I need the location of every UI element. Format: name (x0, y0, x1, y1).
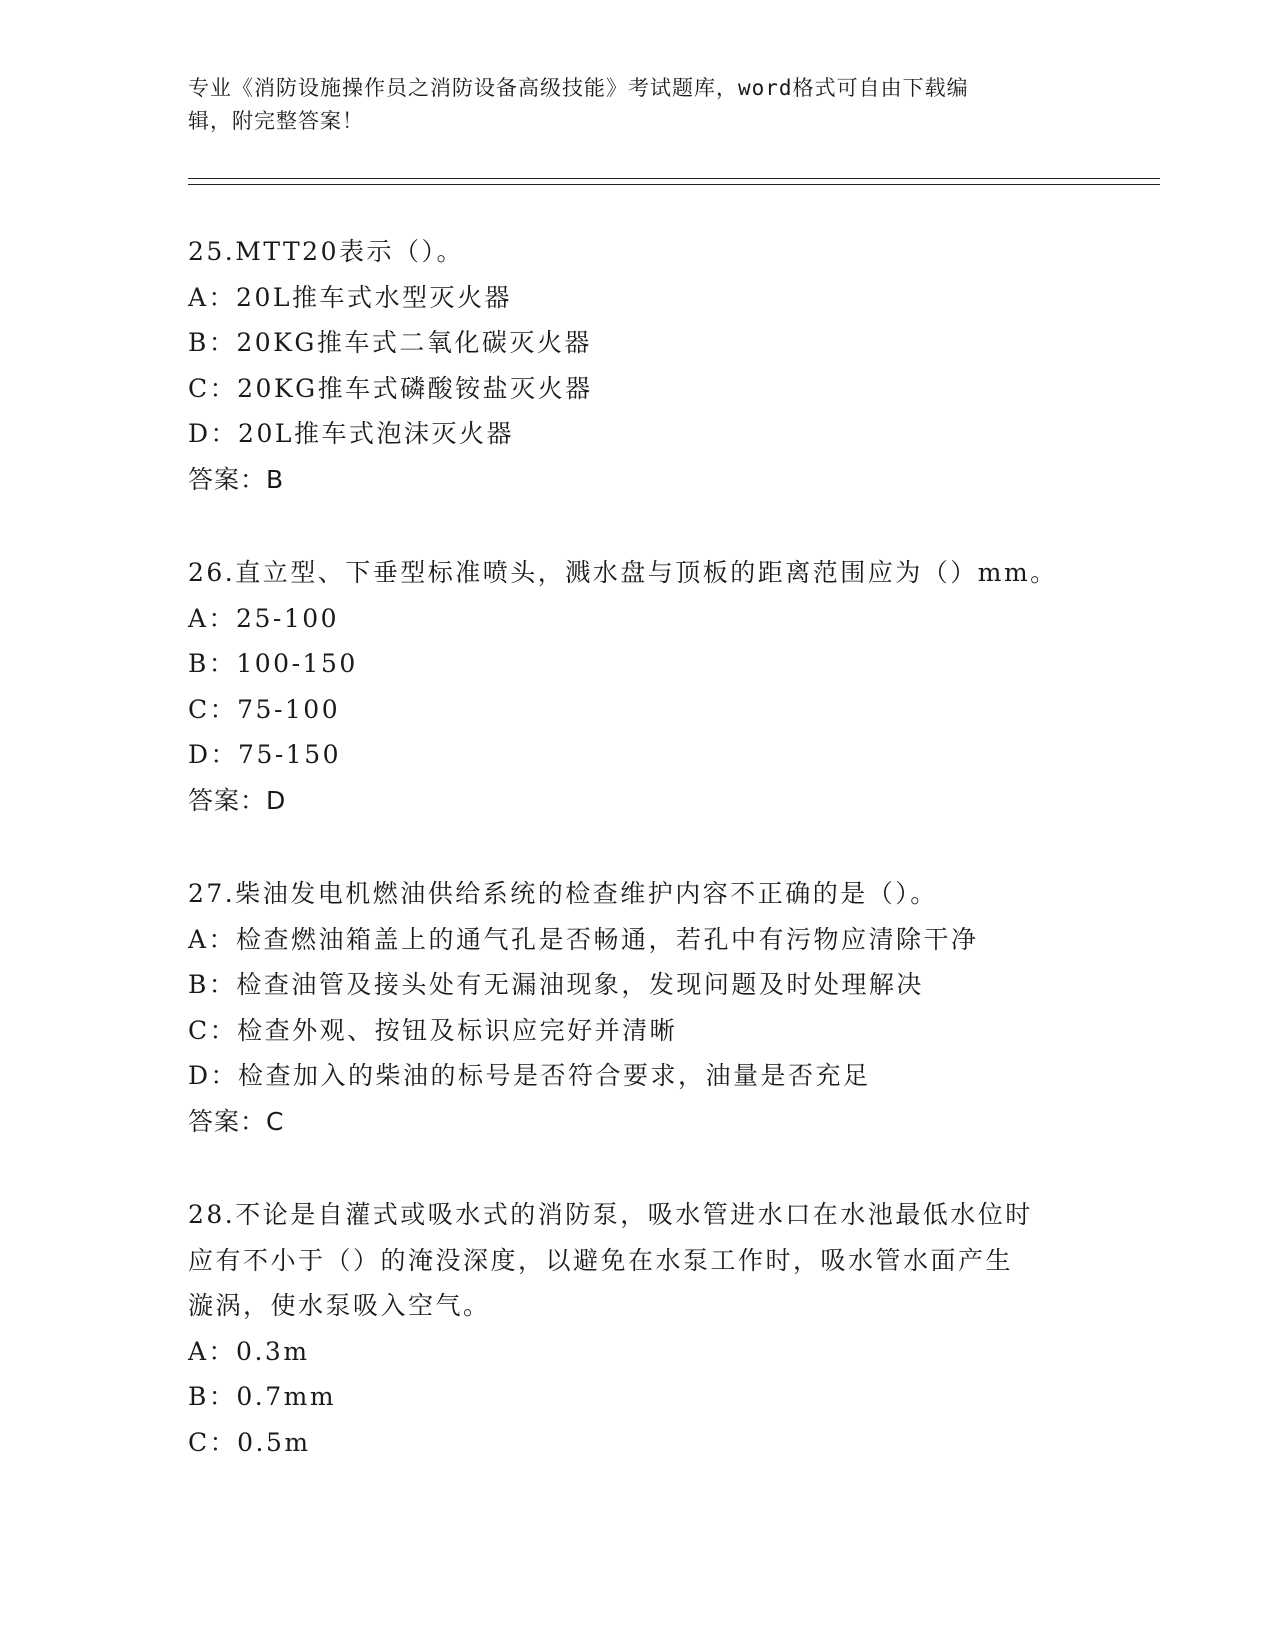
answer: 答案：B (188, 464, 285, 494)
answer: 答案：C (188, 1106, 285, 1136)
question-25 (188, 229, 1088, 502)
option-c: C：检查外观、按钮及标识应完好并清晰 (188, 1015, 678, 1045)
document-header (188, 72, 1088, 138)
option-b: B：检查油管及接头处有无漏油现象，发现问题及时处理解决 (188, 970, 924, 999)
question-stem: 27.柴油发电机燃油供给系统的检查维护内容不正确的是（）。 (188, 879, 938, 908)
option-a: A：检查燃油箱盖上的通气孔是否畅通，若孔中有污物应清除干净 (188, 924, 979, 954)
option-d: D：75-150 (188, 740, 342, 769)
question-stem-line-1: 28.不论是自灌式或吸水式的消防泵，吸水管进水口在水池最低水位时 (188, 1200, 1033, 1229)
question-28 (188, 1192, 1088, 1465)
question-stem-line-3: 漩涡，使水泵吸入空气。 (188, 1291, 491, 1320)
header-divider-bottom (188, 184, 1160, 185)
header-divider-top (188, 178, 1160, 179)
question-stem: 25.MTT20表示（）。 (188, 237, 464, 266)
option-d: D：20L推车式泡沫灭火器 (188, 419, 514, 448)
option-c: C：20KG推车式磷酸铵盐灭火器 (188, 373, 593, 403)
option-b: B：0.7mm (188, 1382, 337, 1411)
question-stem: 26.直立型、下垂型标准喷头，溅水盘与顶板的距离范围应为（）mm。 (188, 558, 1058, 587)
question-26 (188, 550, 1088, 823)
option-b: B：20KG推车式二氧化碳灭火器 (188, 328, 592, 357)
header-line-1: 专业《消防设施操作员之消防设备高级技能》考试题库，word格式可自由下载编 (188, 76, 969, 100)
option-a: A：0.3m (188, 1336, 310, 1366)
option-a: A：25-100 (188, 603, 340, 633)
question-stem-line-2: 应有不小于（）的淹没深度，以避免在水泵工作时，吸水管水面产生 (188, 1245, 1014, 1275)
header-line-2: 辑，附完整答案！ (188, 109, 364, 133)
option-c: C：0.5m (188, 1427, 311, 1457)
question-27 (188, 871, 1088, 1144)
answer: 答案：D (188, 785, 287, 815)
option-d: D：检查加入的柴油的标号是否符合要求，油量是否充足 (188, 1061, 871, 1090)
option-c: C：75-100 (188, 694, 341, 724)
option-a: A：20L推车式水型灭火器 (188, 282, 512, 312)
option-b: B：100-150 (188, 649, 358, 678)
